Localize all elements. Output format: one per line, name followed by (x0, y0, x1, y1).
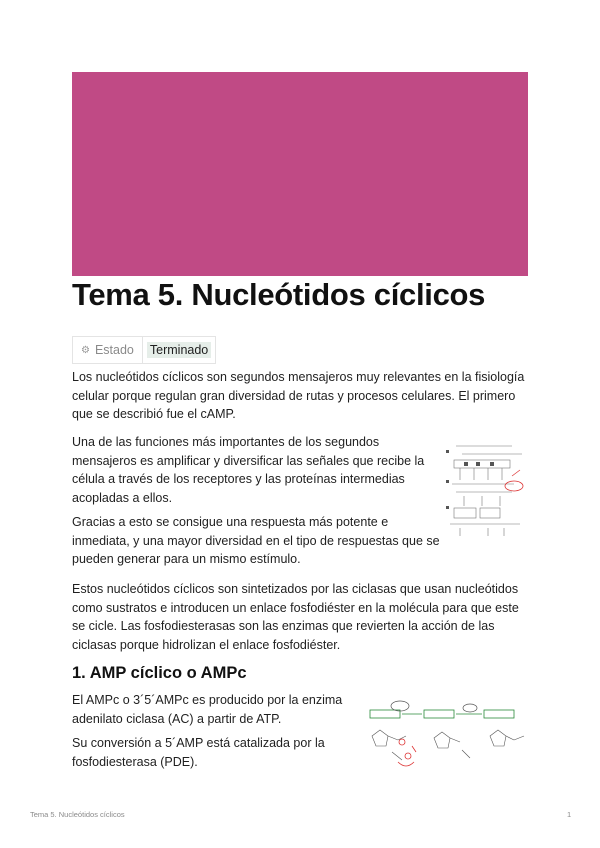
paragraph-gracias: Gracias a esto se consigue una respuesta más potente e inmediata, y una mayor diversidad en el tipo de respuestas que se pueden generar para un mismo estímulo. (72, 515, 440, 566)
gear-icon: ⚙ (81, 344, 90, 356)
receptor-signaling-diagram (442, 440, 530, 540)
status-property-key (73, 337, 143, 363)
status-badge: Terminado (147, 342, 211, 358)
status-key-label: Estado (94, 343, 134, 357)
cover-banner (72, 72, 528, 276)
paragraph-funciones: Una de las funciones más importantes de los segundos mensajeros es amplificar y diversificar las señales que recibe la célula a través de los receptores y las proteínas intermedias acopladas a ellos. (72, 435, 425, 505)
footer-title: Tema 5. Nucleótidos cíclicos (30, 810, 125, 819)
page-title: Tema 5. Nucleótidos cíclicos (72, 277, 486, 312)
status-property-value[interactable] (143, 337, 215, 363)
ampc-reaction-diagram (362, 700, 530, 774)
paragraph-ampc-conversion: Su conversión a 5´AMP está catalizada por la fosfodiesterasa (PDE). (72, 736, 325, 769)
section-heading-ampc: 1. AMP cíclico o AMPc (72, 664, 247, 682)
paragraph-ampc-produccion: El AMPc o 3´5´AMPc es producido por la enzima adenilato ciclasa (AC) a partir de ATP. (72, 693, 343, 726)
status-property[interactable] (72, 336, 216, 364)
paragraph-sintesis: Estos nucleótidos cíclicos son sintetizados por las ciclasas que usan nucleótidos como sustratos e introducen un enlace fosfodiéster en la molécula para que este se cicle. Las fosfodiesterasas son las enzimas que revierten la acción de las ciclasas porque hidrolizan el enlace fosfodiéster. (72, 582, 519, 652)
footer-page-number: 1 (567, 810, 572, 819)
paragraph-intro: Los nucleótidos cíclicos son segundos mensajeros muy relevantes en la fisiología celular porque regulan gran diversidad de rutas y procesos celulares. El primero que se describió fue el cAMP. (72, 370, 525, 421)
